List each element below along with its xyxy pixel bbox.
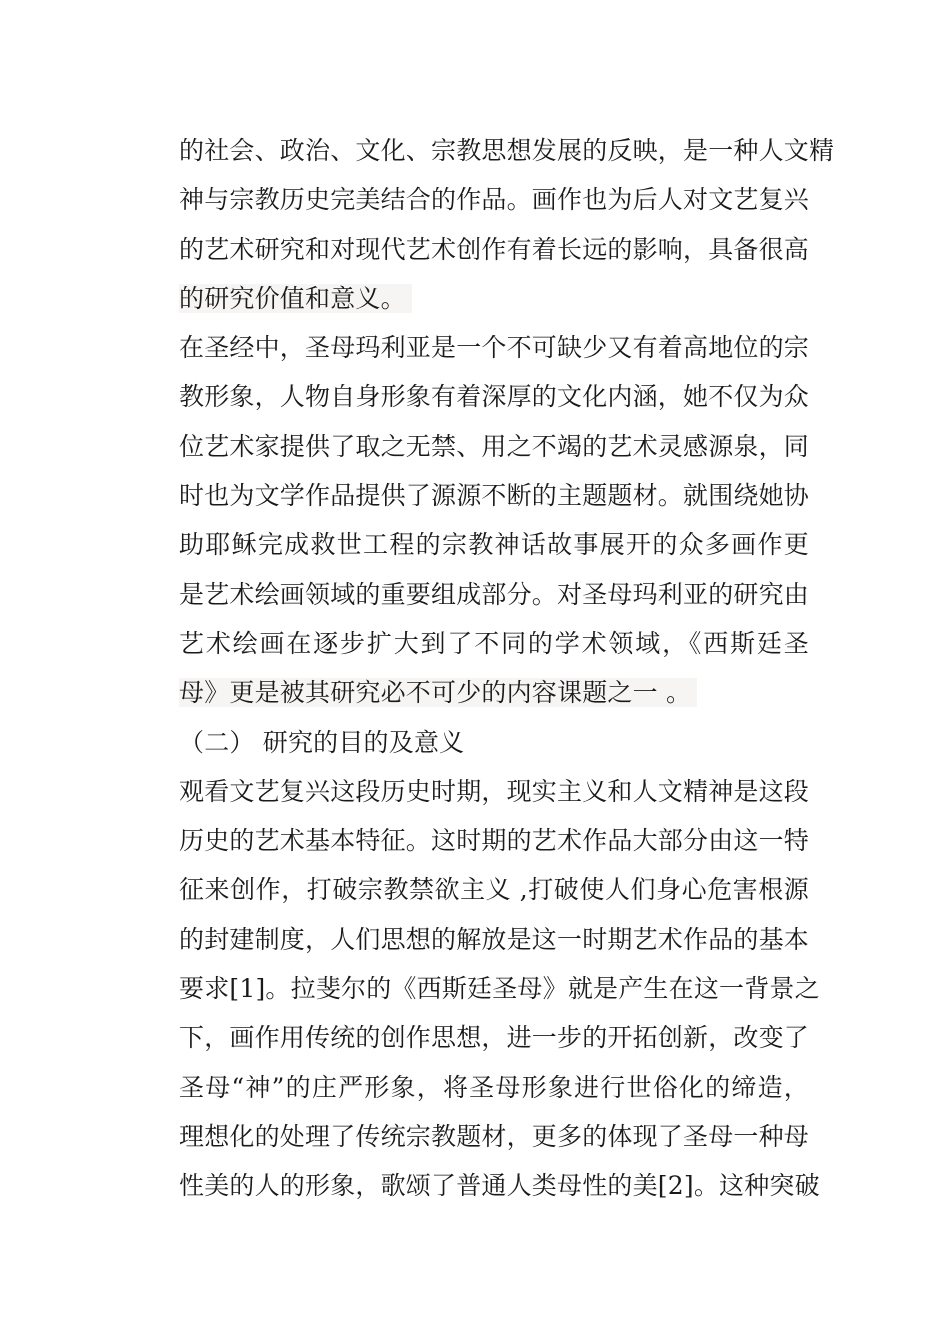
text-line: 的艺术研究和对现代艺术创作有着长远的影响，具备很高 <box>179 234 810 264</box>
body-text <box>179 126 835 1211</box>
text-line: 教形象，人物自身形象有着深厚的文化内涵，她不仅为众 <box>179 382 810 412</box>
text-line: 的社会、政治、文化、宗教思想发展的反映，是一种人文精 <box>179 136 835 165</box>
paragraph-end: 母》更是被其研究必不可少的内容课题之一 。 <box>179 678 697 707</box>
text-line: 位艺术家提供了取之无禁、用之不竭的艺术灵感源泉，同 <box>179 431 810 461</box>
text-line <box>179 274 809 323</box>
section-heading: （二） 研究的目的及意义 <box>179 727 465 757</box>
text-line <box>179 668 809 717</box>
text-line: 性美的人的形象，歌颂了普通人类母性的美[2]。这种突破 <box>179 1171 820 1201</box>
text-line: 要求[1]。拉斐尔的《西斯廷圣母》就是产生在这一背景之 <box>179 974 820 1004</box>
text-line: 的封建制度，人们思想的解放是这一时期艺术作品的基本 <box>179 924 810 954</box>
text-line: 理想化的处理了传统宗教题材，更多的体现了圣母一种母 <box>179 1121 810 1151</box>
paragraph-end: 的研究价值和意义。 <box>179 284 412 313</box>
text-line: 圣母“神”的庄严形象，将圣母形象进行世俗化的缔造， <box>179 1072 809 1102</box>
text-line: 艺术绘画在逐步扩大到了不同的学术领域，《西斯廷圣 <box>179 628 809 658</box>
text-line: 征来创作，打破宗教禁欲主义 ,打破使人们身心危害根源 <box>179 875 809 905</box>
text-line: 下，画作用传统的创作思想，进一步的开拓创新，改变了 <box>179 1023 810 1053</box>
text-line: 观看文艺复兴这段历史时期，现实主义和人文精神是这段 <box>179 776 810 806</box>
text-line: 助耶稣完成救世工程的宗教神话故事展开的众多画作更 <box>179 530 809 560</box>
text-line: 在圣经中，圣母玛利亚是一个不可缺少又有着高地位的宗 <box>179 333 810 363</box>
text-line: 是艺术绘画领域的重要组成部分。对圣母玛利亚的研究由 <box>179 579 810 609</box>
text-line: 历史的艺术基本特征。这时期的艺术作品大部分由这一特 <box>179 826 810 856</box>
text-line: 神与宗教历史完美结合的作品。画作也为后人对文艺复兴 <box>179 185 810 215</box>
text-line: 时也为文学作品提供了源源不断的主题题材。就围绕她协 <box>179 481 810 511</box>
